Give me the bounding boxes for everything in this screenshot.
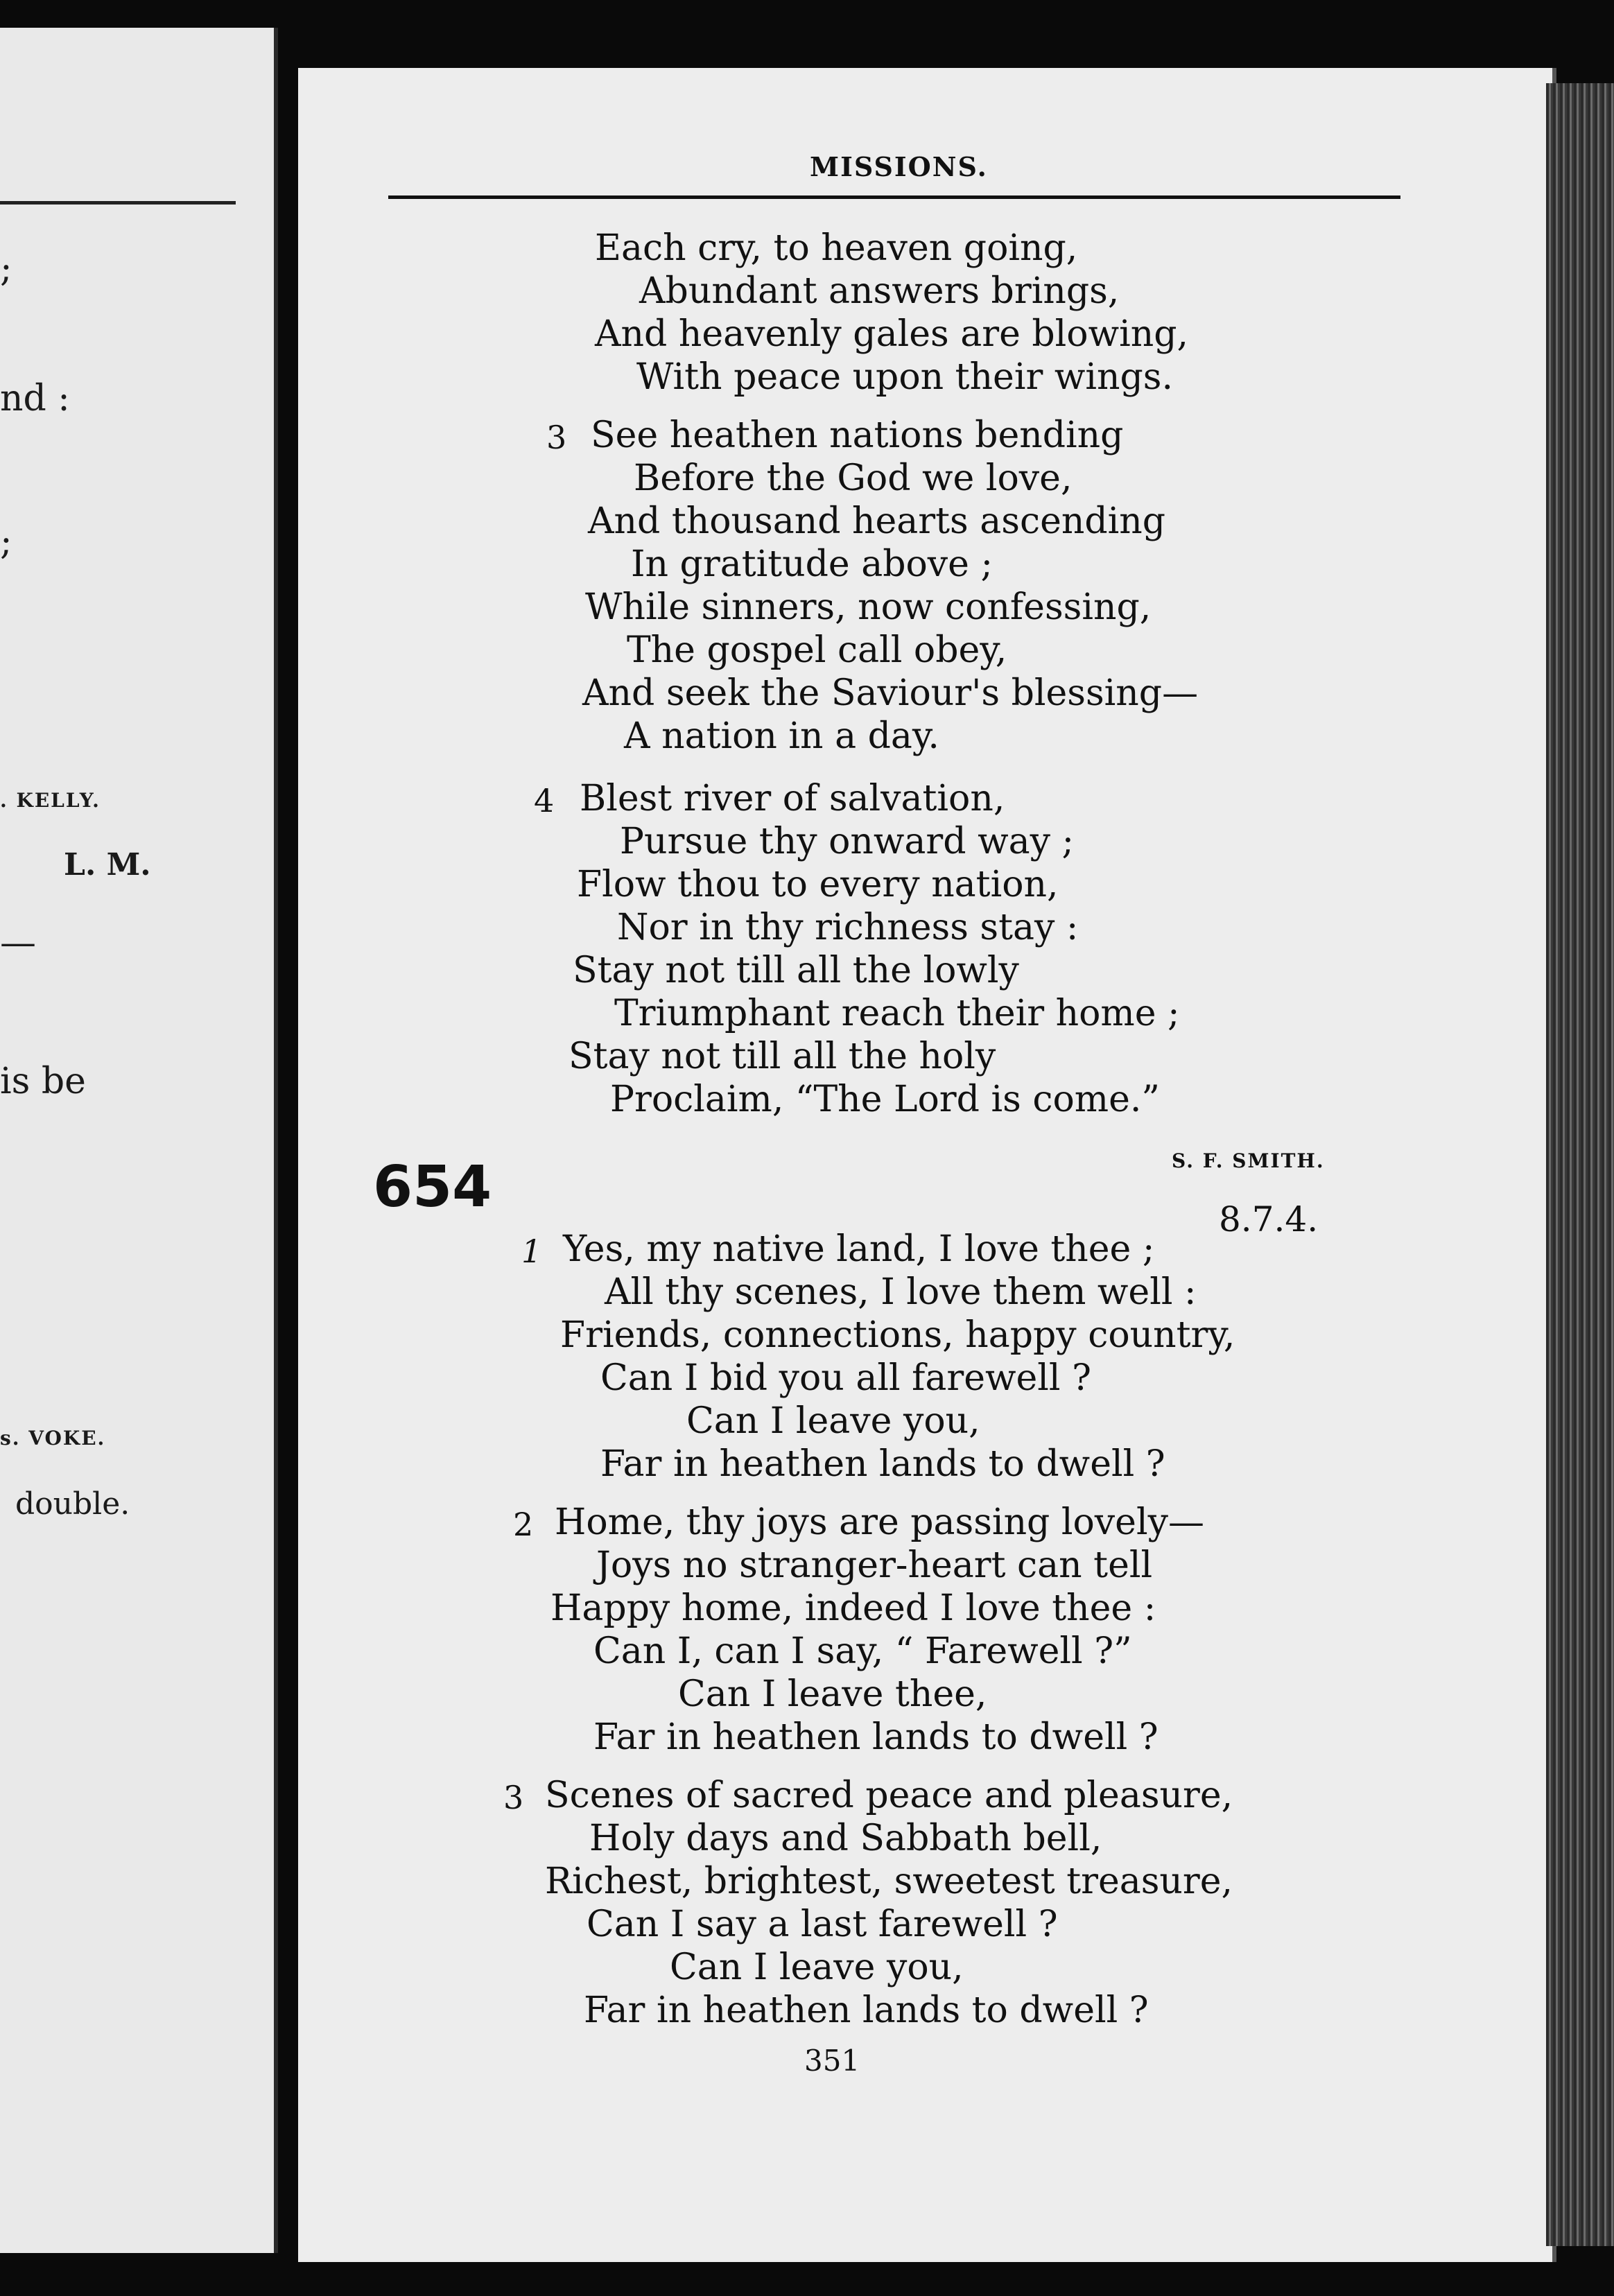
hymn-line: Can I say a last farewell ? bbox=[587, 1904, 1058, 1945]
hymn-line: Far in heathen lands to dwell ? bbox=[584, 1990, 1149, 2031]
hymn-line: Pursue thy onward way ; bbox=[620, 821, 1075, 862]
left-meter: double. bbox=[15, 1486, 130, 1522]
hymn-line: All thy scenes, I love them well : bbox=[605, 1271, 1197, 1313]
hymn-line: And thousand hearts ascending bbox=[588, 501, 1166, 542]
left-page-fragment bbox=[0, 28, 278, 2253]
page-edges bbox=[1546, 83, 1614, 2246]
hymn-line: And heavenly gales are blowing, bbox=[595, 313, 1189, 355]
hymn-line: Far in heathen lands to dwell ? bbox=[593, 1716, 1159, 1758]
hymn-line: Proclaim, “The Lord is come.” bbox=[610, 1079, 1160, 1120]
verse-number: 3 bbox=[546, 419, 567, 456]
hymn-meter: 8.7.4. bbox=[1219, 1199, 1319, 1240]
hymn-line: A nation in a day. bbox=[624, 715, 939, 757]
page-number: 351 bbox=[804, 2044, 860, 2078]
hymn-line: Far in heathen lands to dwell ? bbox=[600, 1443, 1165, 1485]
hymn-line: Can I bid you all farewell ? bbox=[600, 1357, 1091, 1399]
hymn-line: Happy home, indeed I love thee : bbox=[550, 1588, 1156, 1629]
hymn-line: See heathen nations bending bbox=[591, 415, 1124, 456]
hymn-number: 654 bbox=[373, 1154, 492, 1220]
left-author: . KELLY. bbox=[0, 789, 101, 812]
hymn-line: Abundant answers brings, bbox=[639, 270, 1120, 312]
hymn-line: Triumphant reach their home ; bbox=[614, 993, 1180, 1034]
verse-number: 1 bbox=[521, 1233, 542, 1270]
hymn-line: Home, thy joys are passing lovely— bbox=[555, 1502, 1204, 1543]
hymn-line: Nor in thy richness stay : bbox=[617, 907, 1079, 948]
hymn-line: And seek the Saviour's blessing— bbox=[582, 672, 1199, 714]
hymn-line: While sinners, now confessing, bbox=[585, 586, 1152, 628]
verse-number: 4 bbox=[534, 782, 555, 819]
hymn-line: Each cry, to heaven going, bbox=[595, 227, 1078, 269]
hymn-line: Can I leave you, bbox=[686, 1400, 980, 1442]
left-fragment: nd : bbox=[0, 378, 70, 419]
left-fragment: ; bbox=[0, 248, 12, 290]
hymn-line: Can I leave thee, bbox=[678, 1673, 987, 1715]
left-fragment: is be bbox=[0, 1061, 86, 1102]
hymn-line: With peace upon their wings. bbox=[636, 356, 1173, 398]
page-header: MISSIONS. bbox=[810, 151, 988, 182]
hymn-line: Stay not till all the holy bbox=[569, 1036, 996, 1077]
left-fragment: ; bbox=[0, 521, 12, 563]
left-meter: L. M. bbox=[64, 847, 151, 882]
hymn-line: Blest river of salvation, bbox=[580, 778, 1005, 819]
hymn-line: Friends, connections, happy country, bbox=[560, 1314, 1235, 1356]
hymn-line: Richest, brightest, sweetest treasure, bbox=[545, 1861, 1233, 1902]
verse-number: 2 bbox=[513, 1506, 534, 1543]
hymn-line: Stay not till all the lowly bbox=[573, 950, 1019, 991]
header-rule bbox=[388, 195, 1400, 199]
hymn-author: S. F. SMITH. bbox=[1172, 1149, 1325, 1172]
hymn-line: Joys no stranger-heart can tell bbox=[596, 1545, 1153, 1586]
left-header-rule bbox=[0, 201, 236, 205]
hymn-line: Before the God we love, bbox=[634, 458, 1073, 499]
hymn-line: Can I leave you, bbox=[670, 1947, 964, 1988]
left-fragment: — bbox=[0, 922, 36, 964]
hymn-line: Yes, my native land, I love thee ; bbox=[563, 1228, 1155, 1270]
hymn-line: Scenes of sacred peace and pleasure, bbox=[545, 1775, 1233, 1816]
hymn-line: Holy days and Sabbath bell, bbox=[589, 1818, 1102, 1859]
left-author: s. VOKE. bbox=[0, 1427, 106, 1450]
hymn-line: Can I, can I say, “ Farewell ?” bbox=[593, 1630, 1132, 1672]
hymn-line: The gospel call obey, bbox=[627, 629, 1007, 671]
hymn-line: Flow thou to every nation, bbox=[577, 864, 1059, 905]
hymn-line: In gratitude above ; bbox=[631, 543, 993, 585]
verse-number: 3 bbox=[503, 1779, 524, 1816]
